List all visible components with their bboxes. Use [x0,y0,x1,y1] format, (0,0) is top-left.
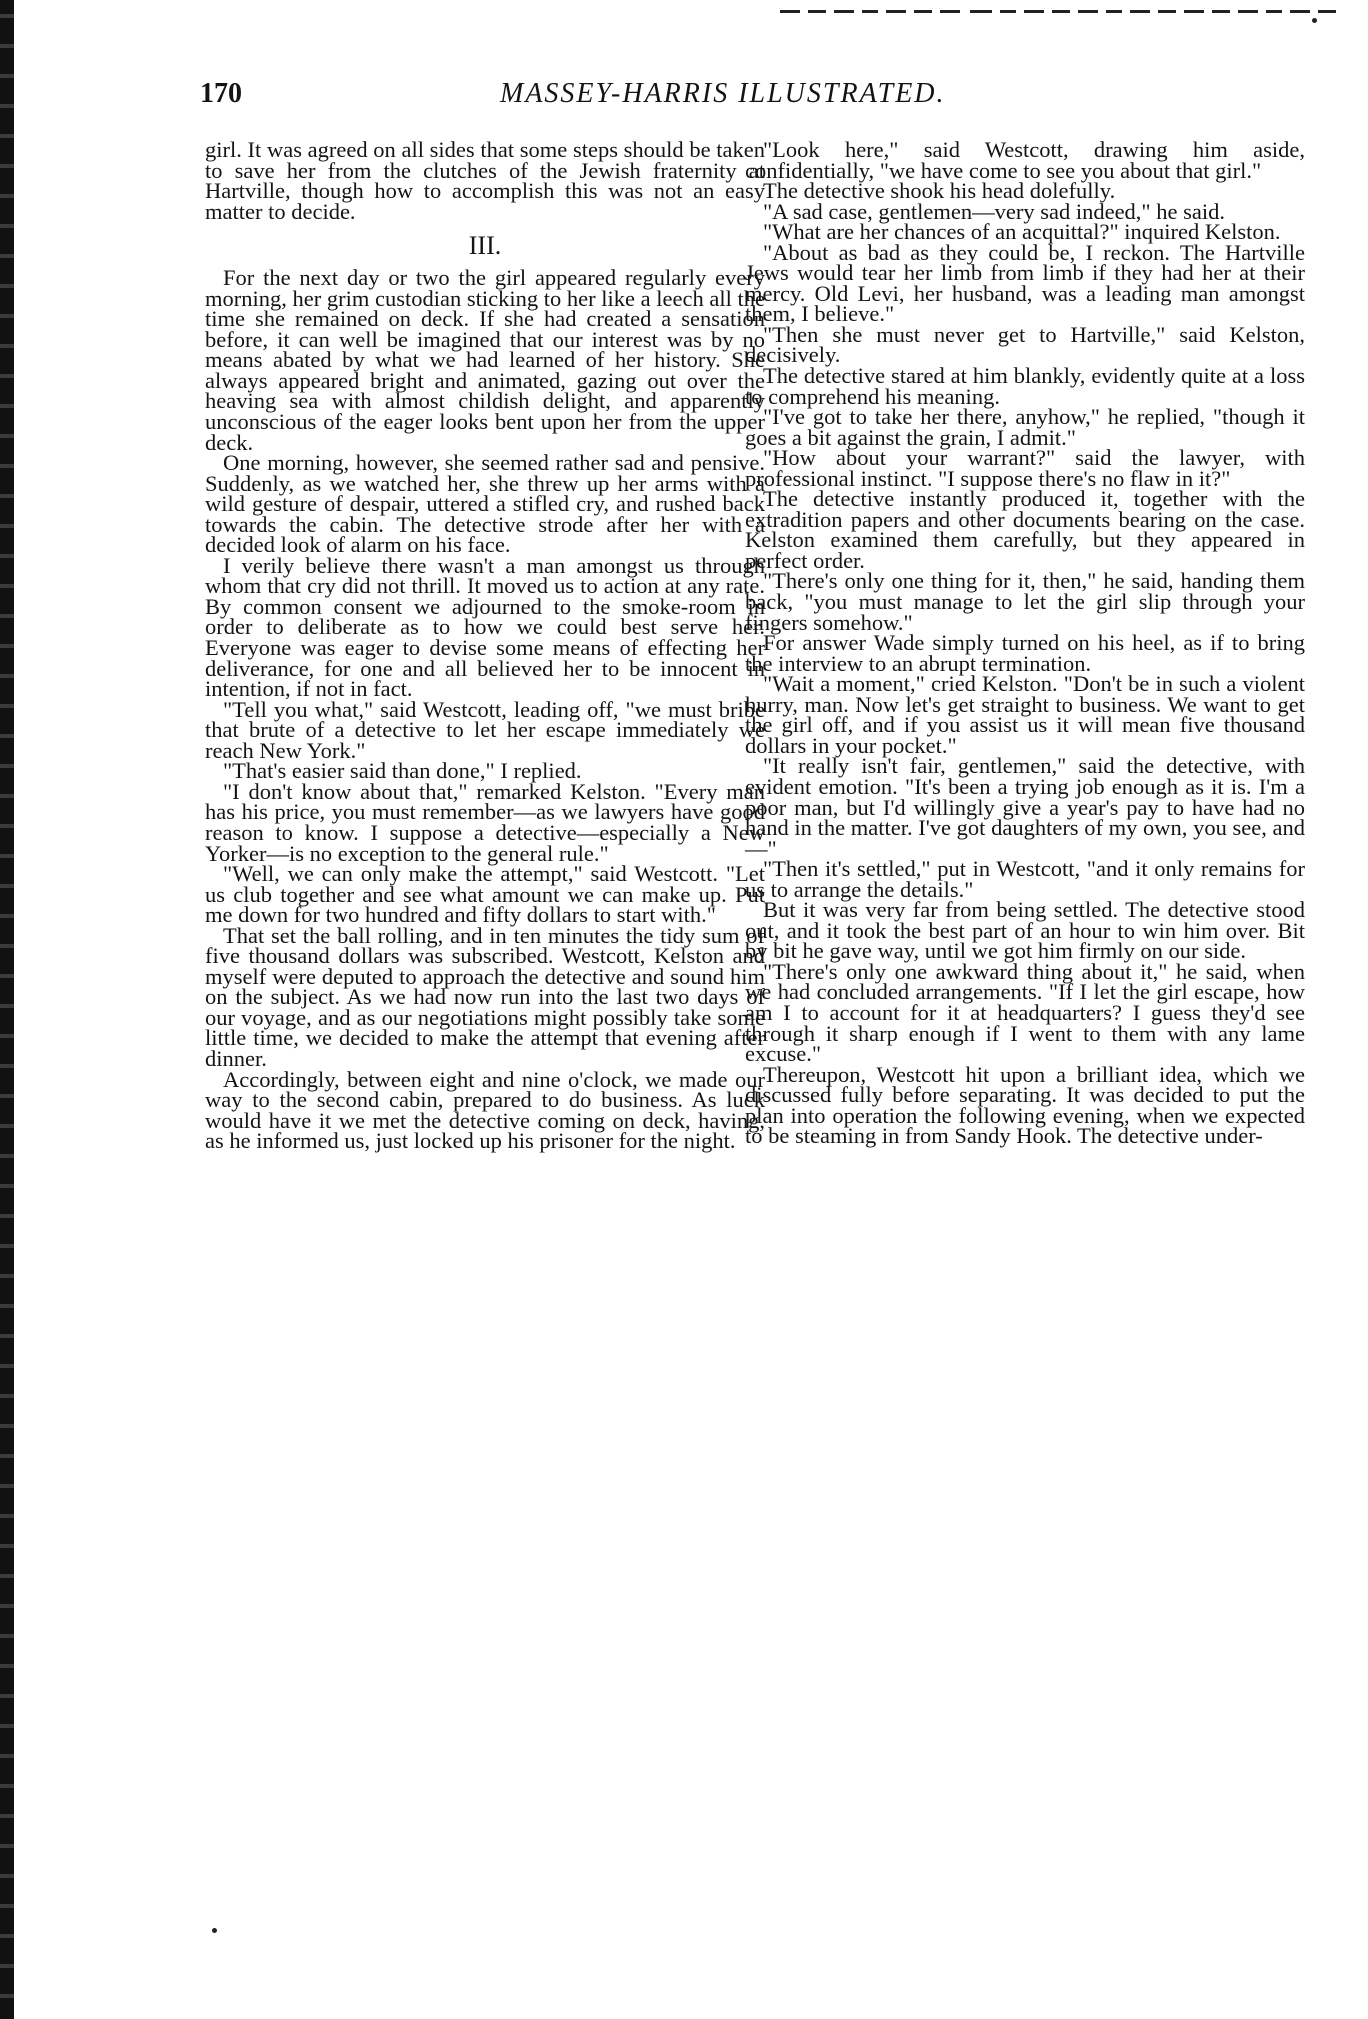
paragraph: I verily believe there wasn't a man amongst us through whom that cry did not thrill. It moved us to action at any rate. By common consent we adjourned to the smoke-room in order to deliberate as to how we could best serve her. Everyone was eager to devise some means of effecting her deliverance, for one and all believed her to be innocent in intention, if not in fact. [205,552,765,702]
paragraph: That set the ball rolling, and in ten minutes the tidy sum of five thousand dollars was subscribed. Westcott, Kelston and myself were deputed to approach the detective and sound him on the subject. As we had now run into the last two days of our voyage, and as our negotiations might possibly take some little time, we decided to make the attempt that evening after dinner. [205,922,765,1071]
scan-speck [212,1928,217,1933]
paragraph: The detective stared at him blankly, evidently quite at a loss to comprehend his meaning. [745,363,1305,409]
paragraph: "Then she must never get to Hartville," said Kelston, decisively. [745,321,1305,368]
paragraph: "Look here," said Westcott, drawing him aside, confidentially, "we have come to see you about that girl." [745,137,1305,183]
paragraph: "It really isn't fair, gentlemen," said the detective, with evident emotion. "It's been a trying job enough as it is. I'm a poor man, but I'd willingly give a year's pay to have had no hand in the matter. I've got daughters of my own, you see, and—" [745,753,1305,861]
paragraph: Thereupon, Westcott hit upon a brilliant idea, which we discussed fully before separating. It was decided to put the plan into operation the following evening, when we expected to be steaming in from Sandy Hook. The detective under- [745,1061,1305,1149]
paragraph: "There's only one thing for it, then," he said, handing them back, "you must manage to let the girl slip through your fingers somehow." [745,568,1305,635]
paragraph: One morning, however, she seemed rather sad and pensive. Suddenly, as we watched her, she threw up her arms with a wild gesture of despair, uttered a stifled cry, and rushed back towards the cabin. The detective strode after her with a decided look of alarm on his face. [205,450,765,558]
paragraph: "That's easier said than done," I replied. [223,758,582,784]
scan-speck [1312,18,1317,23]
paragraph: "How about your warrant?" said the lawyer, with professional instinct. "I suppose there's no flaw in it?" [745,445,1305,491]
paragraph: "About as bad as they could be, I reckon. The Hartville Jews would tear her limb from limb if they had her at their mercy. Old Levi, her husband, was a leading man amongst them, I believe." [745,239,1305,327]
paragraph: The detective instantly produced it, together with the extradition papers and other documents bearing on the case. Kelston examined them carefully, but they appeared in perfect order. [745,486,1305,573]
paragraph: The detective shook his head dolefully. [763,178,1116,204]
page-number: 170 [200,78,242,109]
right-column [745,137,1305,1149]
paragraph: "Tell you what," said Westcott, leading off, "we must bribe that brute of a detective to let her escape immediately we reach New York." [205,696,765,763]
paragraph: For the next day or two the girl appeared regularly every morning, her grim custodian sticking to her like a leech all the time she remained on deck. If she had created a sensation before, it can well be imagined that our interest was by no means abated by what we had learned of her history. She always appeared bright and animated, gazing out over the heaving sea with almost childish delight, and apparently unconscious of the eager looks bent upon her from the upper deck. [205,265,765,455]
page-binding-edge [0,0,14,2019]
paragraph: girl. It was agreed on all sides that some steps should be taken to save her from the clutches of the Jewish fraternity at Hartville, though how to accomplish this was not an easy matter to decide. [205,137,765,224]
paragraph: "A sad case, gentlemen—very sad indeed," he said. [763,198,1225,224]
paragraph: "Well, we can only make the attempt," said Westcott. "Let us club together and see what amount we can make up. Put me down for two hundred and fifty dollars to start with." [205,861,765,928]
paragraph: "Wait a moment," cried Kelston. "Don't be in such a violent hurry, man. Now let's get straight to business. We want to get the girl off, and if you assist us it will mean five thousand dollars in your pocket." [745,671,1305,758]
running-head: MASSEY-HARRIS ILLUSTRATED. [500,78,946,109]
paragraph: But it was very far from being settled. The detective stood out, and it took the best part of an hour to win him over. Bit by bit he gave way, until we got him firmly on our side. [745,897,1305,964]
page-header [200,78,1355,118]
section-heading: III. [468,231,502,261]
left-column [205,137,765,1154]
paragraph: "Then it's settled," put in Westcott, "and it only remains for us to arrange the details." [745,856,1305,902]
paragraph: "I don't know about that," remarked Kelston. "Every man has his price, you must remember—as we lawyers have good reason to know. I suppose a detective—especially a New Yorker—is no exception to the general rule." [205,778,765,866]
paragraph: Accordingly, between eight and nine o'clock, we made our way to the second cabin, prepared to do business. As luck would have it we met the detective coming on deck, having, as he informed us, just locked up his prisoner for the night. [205,1066,765,1154]
paragraph: "I've got to take her there, anyhow," he replied, "though it goes a bit against the grain, I admit." [745,404,1305,450]
paragraph: "There's only one awkward thing about it," he said, when we had concluded arrangements. "If I let the girl escape, how am I to account for it at headquarters? I guess they'd see through it sharp enough if I went to them with any lame excuse." [745,958,1305,1067]
paragraph: For answer Wade simply turned on his heel, as if to bring the interview to an abrupt termination. [745,630,1305,676]
paragraph: "What are her chances of an acquittal?" inquired Kelston. [763,219,1281,245]
scan-top-marks [780,4,1340,18]
